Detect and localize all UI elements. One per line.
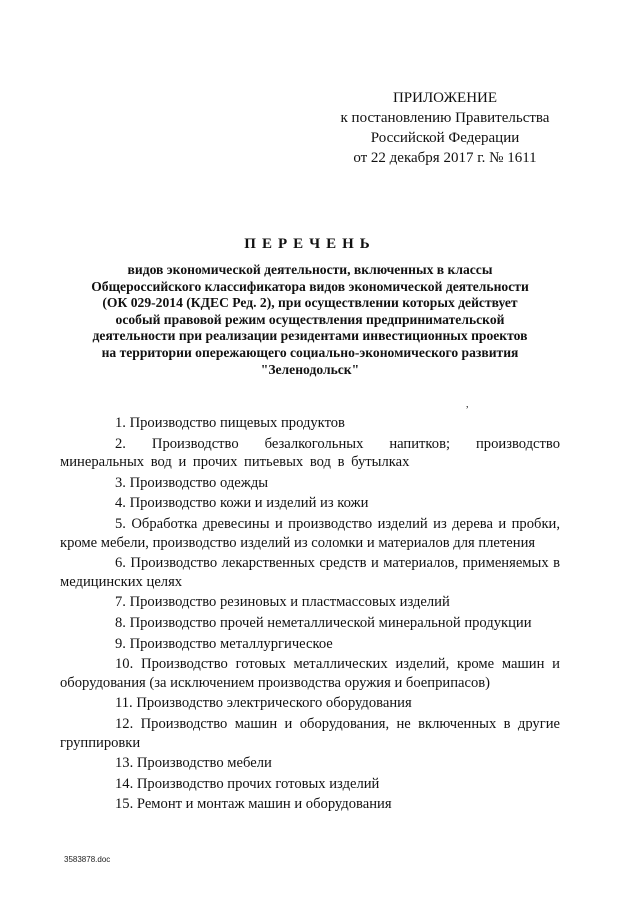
- subtitle-line: "Зеленодольск": [260, 361, 360, 377]
- list-item: 12. Производство машин и оборудования, не включенных в другие группировки: [60, 715, 560, 751]
- list-item: 11. Производство электрического оборудования: [115, 695, 412, 712]
- activity-list: [60, 414, 560, 816]
- appendix-resolution: к постановлению Правительства: [340, 110, 550, 126]
- appendix-date-number: от 22 декабря 2017 г. № 1611: [353, 150, 537, 166]
- list-item: 8. Производство прочей неметаллической минеральной продукции: [115, 614, 532, 631]
- list-item: 6. Производство лекарственных средств и материалов, применяемых в медицинских целях: [60, 555, 560, 590]
- list-item: 2. Производство безалкогольных напитков; производство минеральных вод и прочих питьевых вод в бутылках: [60, 435, 560, 471]
- list-item: 10. Производство готовых металлических изделий, кроме машин и оборудования (за исключением производства оружия и боеприпасов): [60, 656, 560, 691]
- appendix-heading: ПРИЛОЖЕНИЕ: [392, 90, 498, 106]
- list-item: 7. Производство резиновых и пластмассовых изделий: [115, 594, 450, 611]
- subtitle-line: особый правовой режим осуществления предпринимательской: [115, 311, 505, 327]
- list-item: 4. Производство кожи и изделий из кожи: [115, 495, 369, 512]
- subtitle-line: на территории опережающего социально-экономического развития: [101, 344, 519, 360]
- list-item: 1. Производство пищевых продуктов: [115, 415, 345, 431]
- list-item: 9. Производство металлургическое: [115, 635, 333, 652]
- document-subtitle: [60, 262, 560, 378]
- file-name-footer: 3583878.doc: [64, 855, 111, 864]
- document-title: ПЕРЕЧЕНЬ: [244, 236, 376, 252]
- stray-mark: ,: [466, 399, 469, 410]
- list-item: 15. Ремонт и монтаж машин и оборудования: [115, 796, 392, 813]
- appendix-federation: Российской Федерации: [370, 130, 520, 146]
- appendix-block: [330, 88, 560, 168]
- list-item: 14. Производство прочих готовых изделий: [115, 775, 380, 792]
- list-item: 5. Обработка древесины и производство изделий из дерева и пробки, кроме мебели, производство изделий из соломки и материалов для плетения: [60, 515, 560, 551]
- subtitle-line: деятельности при реализации резидентами инвестиционных проектов: [92, 328, 528, 344]
- subtitle-line: Общероссийского классификатора видов экономической деятельности: [91, 278, 529, 294]
- subtitle-line: видов экономической деятельности, включенных в классы: [127, 262, 493, 277]
- subtitle-line: (ОК 029-2014 (КДЕС Ред. 2), при осуществлении которых действует: [102, 295, 518, 311]
- list-item: 13. Производство мебели: [115, 755, 272, 772]
- list-item: 3. Производство одежды: [115, 474, 269, 491]
